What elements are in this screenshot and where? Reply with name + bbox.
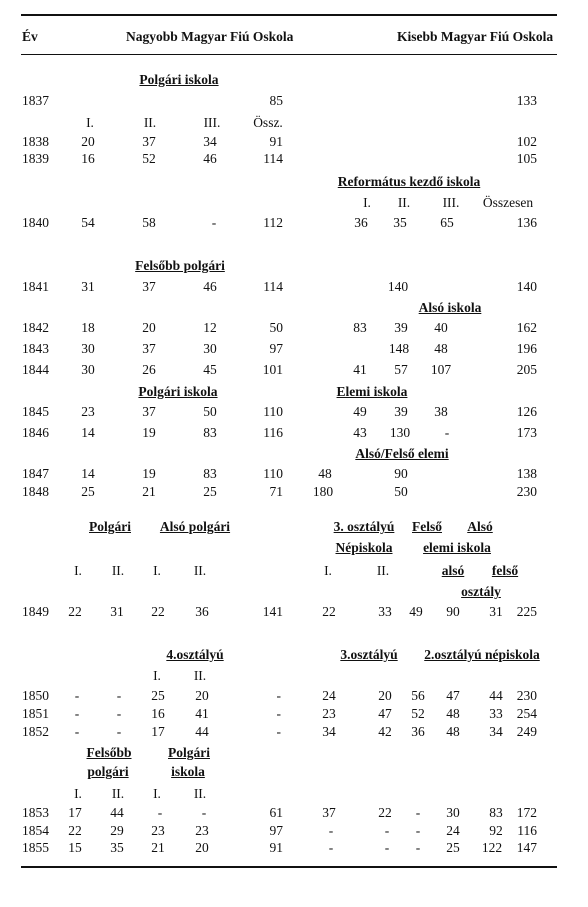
header-rule: [21, 54, 557, 55]
row-year-1838: 1838: [22, 134, 49, 149]
cell-1844-r2: 57: [394, 362, 408, 377]
cell-1842-rtotal: 162: [516, 320, 537, 335]
row-year-1854: 1854: [22, 823, 49, 838]
head-felso-lc-1849: felső: [491, 563, 519, 578]
cell-1855-c: 21: [151, 840, 165, 855]
cell-1841-total: 114: [263, 279, 283, 294]
cell-1841-rtotal: 140: [516, 279, 537, 294]
row-year-1839: 1839: [22, 151, 49, 166]
roman-1853-d: II.: [193, 786, 207, 801]
col-head-iii: III.: [203, 115, 221, 130]
row-year-1853: 1853: [22, 805, 49, 820]
roman-1849-a: I.: [74, 563, 82, 578]
col-head-ossz: Össz.: [253, 115, 283, 130]
cell-1850-g: 56: [411, 688, 425, 703]
cell-1848-total: 71: [269, 484, 283, 499]
cell-1844-c2: 26: [142, 362, 156, 377]
roman-1849-c: I.: [153, 563, 161, 578]
cell-1852-f: 42: [378, 724, 392, 739]
cell-1845-rtotal: 126: [516, 404, 537, 419]
cell-1844-rtotal: 205: [516, 362, 537, 377]
col-head-ii: II.: [143, 115, 157, 130]
cell-1844-r3: 107: [430, 362, 452, 377]
roman-1853-c: I.: [153, 786, 161, 801]
cell-1843-c3: 30: [203, 341, 217, 356]
cell-1853-d: -: [201, 805, 207, 820]
roman-1853-a: I.: [74, 786, 82, 801]
cell-1854-b: 29: [110, 823, 124, 838]
head-4-osztalyu: 4.osztályú: [166, 647, 224, 662]
head-also-1849: Alsó: [467, 519, 493, 534]
cell-1854-f: -: [384, 823, 390, 838]
cell-1849-d: 36: [195, 604, 209, 619]
cell-1850-f: 20: [378, 688, 392, 703]
cell-1853-b: 44: [110, 805, 124, 820]
cell-1839-c2: 52: [142, 151, 156, 166]
section-title-also-iskola: Alsó iskola: [418, 300, 482, 315]
head-also-lc-1849: alsó: [441, 563, 465, 578]
cell-1855-total2: 147: [516, 840, 537, 855]
cell-1839-c1: 16: [81, 151, 95, 166]
cell-1843-c2: 37: [142, 341, 156, 356]
roman-1849-d: II.: [193, 563, 207, 578]
head-osztaly-1849: osztály: [461, 584, 501, 599]
row-year-1842: 1842: [22, 320, 49, 335]
cell-1841-c3: 46: [203, 279, 217, 294]
row-year-1848: 1848: [22, 484, 49, 499]
cell-1855-a: 15: [68, 840, 82, 855]
cell-1845-total: 110: [263, 404, 283, 419]
cell-1851-b: -: [116, 706, 122, 721]
cell-1852-d: 44: [195, 724, 209, 739]
cell-1852-a: -: [74, 724, 80, 739]
cell-1842-c3: 12: [203, 320, 217, 335]
cell-1843-r3: 48: [434, 341, 448, 356]
header-school-large: Nagyobb Magyar Fiú Oskola: [126, 29, 294, 44]
cell-1842-c2: 20: [142, 320, 156, 335]
cell-1851-h: 48: [446, 706, 460, 721]
cell-1849-b: 31: [110, 604, 124, 619]
cell-1855-e: -: [328, 840, 334, 855]
cell-1853-total2: 172: [516, 805, 537, 820]
roman-1853-b: II.: [111, 786, 125, 801]
cell-1855-i: 122: [481, 840, 503, 855]
cell-1849-total: 141: [262, 604, 283, 619]
cell-1840-c1: 54: [81, 215, 95, 230]
cell-1852-b: -: [116, 724, 122, 739]
cell-1850-h: 47: [446, 688, 460, 703]
roman-1850-d: II.: [193, 668, 207, 683]
cell-1842-c1: 18: [81, 320, 95, 335]
cell-1853-h: 30: [446, 805, 460, 820]
cell-1843-r2: 148: [388, 341, 410, 356]
head-felsobb: Felsőbb: [86, 745, 132, 760]
cell-1851-a: -: [74, 706, 80, 721]
cell-1841-r2: 140: [387, 279, 409, 294]
cell-1851-total2: 254: [516, 706, 537, 721]
cell-1852-h: 48: [446, 724, 460, 739]
cell-1844-r1: 41: [353, 362, 367, 377]
roman-1849-b: II.: [111, 563, 125, 578]
cell-1846-r1: 43: [353, 425, 367, 440]
cell-1840-r3: 65: [440, 215, 454, 230]
cell-1847-c1: 14: [81, 466, 95, 481]
head-3-osztalyu-1849: 3. osztályú: [333, 519, 395, 534]
cell-1845-c3: 50: [203, 404, 217, 419]
cell-1838-total: 91: [269, 134, 283, 149]
cell-1842-r1: 83: [353, 320, 367, 335]
row-year-1843: 1843: [22, 341, 49, 356]
cell-1846-rtotal: 173: [516, 425, 537, 440]
cell-1855-b: 35: [110, 840, 124, 855]
cell-1851-d: 41: [195, 706, 209, 721]
cell-1847-c2: 19: [142, 466, 156, 481]
cell-1842-total: 50: [269, 320, 283, 335]
cell-1849-a: 22: [68, 604, 82, 619]
cell-1849-f: 33: [378, 604, 392, 619]
cell-1846-c1: 14: [81, 425, 95, 440]
row-year-1852: 1852: [22, 724, 49, 739]
col-head-right-iii: III.: [442, 195, 460, 210]
cell-1855-f: -: [384, 840, 390, 855]
col-head-right-i: I.: [363, 195, 371, 210]
row-year-1845: 1845: [22, 404, 49, 419]
cell-1846-c2: 19: [142, 425, 156, 440]
cell-1839-total: 114: [263, 151, 283, 166]
row-year-1846: 1846: [22, 425, 49, 440]
roman-1849-e: I.: [324, 563, 332, 578]
cell-1848-rtotal: 230: [516, 484, 537, 499]
cell-1839-c3: 46: [203, 151, 217, 166]
cell-1840-total: 112: [263, 215, 283, 230]
cell-1855-h: 25: [446, 840, 460, 855]
cell-1853-f: 22: [378, 805, 392, 820]
cell-1845-c2: 37: [142, 404, 156, 419]
cell-1846-c3: 83: [203, 425, 217, 440]
cell-1852-e: 34: [322, 724, 336, 739]
section-title-also-felso-elemi: Alsó/Felső elemi: [355, 446, 449, 461]
cell-1843-total: 97: [269, 341, 283, 356]
cell-1846-r2: 130: [389, 425, 411, 440]
section-title-polgari-iskola-2: Polgári iskola: [138, 384, 218, 399]
cell-1852-total: -: [276, 724, 281, 739]
cell-1845-r2: 39: [394, 404, 408, 419]
cell-1850-e: 24: [322, 688, 336, 703]
cell-1853-g: -: [415, 805, 421, 820]
head-polgari-1853: Polgári: [168, 745, 210, 760]
cell-1840-c2: 58: [142, 215, 156, 230]
cell-1839-small: 105: [516, 151, 537, 166]
cell-1854-c: 23: [151, 823, 165, 838]
cell-1850-i: 44: [489, 688, 503, 703]
cell-1850-a: -: [74, 688, 80, 703]
cell-1844-c1: 30: [81, 362, 95, 377]
head-nepiskola-1849: Népiskola: [335, 540, 393, 555]
cell-1842-r3: 40: [434, 320, 448, 335]
cell-1847-total: 110: [263, 466, 283, 481]
row-year-1849: 1849: [22, 604, 49, 619]
head-also-polgari-1849: Alsó polgári: [159, 519, 231, 534]
cell-1845-r3: 38: [434, 404, 448, 419]
cell-1849-h: 90: [446, 604, 460, 619]
head-polgari-1849: Polgári: [89, 519, 131, 534]
row-year-1841: 1841: [22, 279, 49, 294]
cell-1845-r1: 49: [353, 404, 367, 419]
cell-1853-total: 61: [269, 805, 283, 820]
cell-1844-c3: 45: [203, 362, 217, 377]
section-title-polgari-iskola: Polgári iskola: [139, 72, 219, 87]
cell-1854-total: 97: [269, 823, 283, 838]
cell-1840-r1: 36: [354, 215, 368, 230]
cell-1847-r1: 48: [318, 466, 332, 481]
row-year-1855: 1855: [22, 840, 49, 855]
bottom-rule: [21, 866, 557, 868]
head-polgari-lc-1853: polgári: [87, 764, 129, 779]
cell-1846-total: 116: [263, 425, 283, 440]
cell-1854-total2: 116: [517, 823, 537, 838]
head-elemi-iskola-1849: elemi iskola: [423, 540, 491, 555]
top-rule: [21, 14, 557, 16]
cell-1840-c3: -: [211, 215, 217, 230]
cell-1840-rtotal: 136: [516, 215, 537, 230]
cell-1838-c3: 34: [203, 134, 217, 149]
head-3-osztalyu-1850: 3.osztályú: [340, 647, 398, 662]
cell-1849-g: 49: [409, 604, 423, 619]
cell-1841-c1: 31: [81, 279, 95, 294]
cell-1841-c2: 37: [142, 279, 156, 294]
cell-1851-i: 33: [489, 706, 503, 721]
head-2-osztalyu-nepiskola: 2.osztályú népiskola: [424, 647, 540, 662]
head-felso-1849: Felső: [412, 519, 442, 534]
cell-1855-g: -: [415, 840, 421, 855]
header-year-label: Év: [22, 29, 38, 44]
cell-1849-e: 22: [322, 604, 336, 619]
cell-1848-r2: 50: [394, 484, 408, 499]
cell-1838-c2: 37: [142, 134, 156, 149]
cell-1851-f: 47: [378, 706, 392, 721]
row-year-1837: 1837: [22, 93, 49, 108]
row-year-1847: 1847: [22, 466, 49, 481]
section-title-reformatus: Református kezdő iskola: [337, 174, 481, 189]
cell-1847-c3: 83: [203, 466, 217, 481]
cell-1854-g: -: [415, 823, 421, 838]
cell-1852-total2: 249: [516, 724, 537, 739]
cell-1849-total2: 225: [516, 604, 537, 619]
cell-1852-c: 17: [151, 724, 165, 739]
cell-1854-d: 23: [195, 823, 209, 838]
cell-1851-g: 52: [411, 706, 425, 721]
row-year-1851: 1851: [22, 706, 49, 721]
cell-1843-rtotal: 196: [516, 341, 537, 356]
cell-1854-h: 24: [446, 823, 460, 838]
cell-1848-c1: 25: [81, 484, 95, 499]
cell-1844-total: 101: [262, 362, 283, 377]
cell-1850-total: -: [276, 688, 281, 703]
cell-1840-r2: 35: [393, 215, 407, 230]
cell-1853-i: 83: [489, 805, 503, 820]
cell-1838-c1: 20: [81, 134, 95, 149]
cell-1848-r1: 180: [312, 484, 334, 499]
cell-1843-c1: 30: [81, 341, 95, 356]
cell-1849-i: 31: [489, 604, 503, 619]
cell-1853-a: 17: [68, 805, 82, 820]
cell-1849-c: 22: [151, 604, 165, 619]
head-iskola-1853: iskola: [171, 764, 205, 779]
cell-1845-c1: 23: [81, 404, 95, 419]
cell-1848-c2: 21: [142, 484, 156, 499]
cell-1854-a: 22: [68, 823, 82, 838]
cell-1853-e: 37: [322, 805, 336, 820]
cell-1855-total: 91: [269, 840, 283, 855]
section-title-felsobb-polgari: Felsőbb polgári: [135, 258, 225, 273]
cell-1850-total2: 230: [516, 688, 537, 703]
cell-1852-i: 34: [489, 724, 503, 739]
cell-1846-r3: -: [444, 425, 450, 440]
cell-1842-r2: 39: [394, 320, 408, 335]
cell-1850-b: -: [116, 688, 122, 703]
cell-1853-c: -: [157, 805, 163, 820]
roman-1849-f: II.: [376, 563, 390, 578]
col-head-right-osszesen: Összesen: [482, 195, 534, 210]
cell-1851-c: 16: [151, 706, 165, 721]
cell-1837-large-total: 85: [269, 93, 283, 108]
cell-1851-e: 23: [322, 706, 336, 721]
row-year-1840: 1840: [22, 215, 49, 230]
cell-1851-total: -: [276, 706, 281, 721]
roman-1850-c: I.: [153, 668, 161, 683]
row-year-1850: 1850: [22, 688, 49, 703]
header-school-small: Kisebb Magyar Fiú Oskola: [397, 29, 554, 44]
cell-1854-i: 92: [489, 823, 503, 838]
cell-1837-small-total: 133: [516, 93, 537, 108]
cell-1852-g: 36: [411, 724, 425, 739]
section-title-elemi-iskola: Elemi iskola: [336, 384, 408, 399]
cell-1848-c3: 25: [203, 484, 217, 499]
row-year-1844: 1844: [22, 362, 49, 377]
col-head-right-ii: II.: [397, 195, 411, 210]
col-head-i: I.: [86, 115, 94, 130]
cell-1855-d: 20: [195, 840, 209, 855]
cell-1850-d: 20: [195, 688, 209, 703]
cell-1850-c: 25: [151, 688, 165, 703]
cell-1838-small: 102: [516, 134, 537, 149]
cell-1847-rtotal: 138: [516, 466, 537, 481]
cell-1854-e: -: [328, 823, 334, 838]
cell-1847-r2: 90: [394, 466, 408, 481]
